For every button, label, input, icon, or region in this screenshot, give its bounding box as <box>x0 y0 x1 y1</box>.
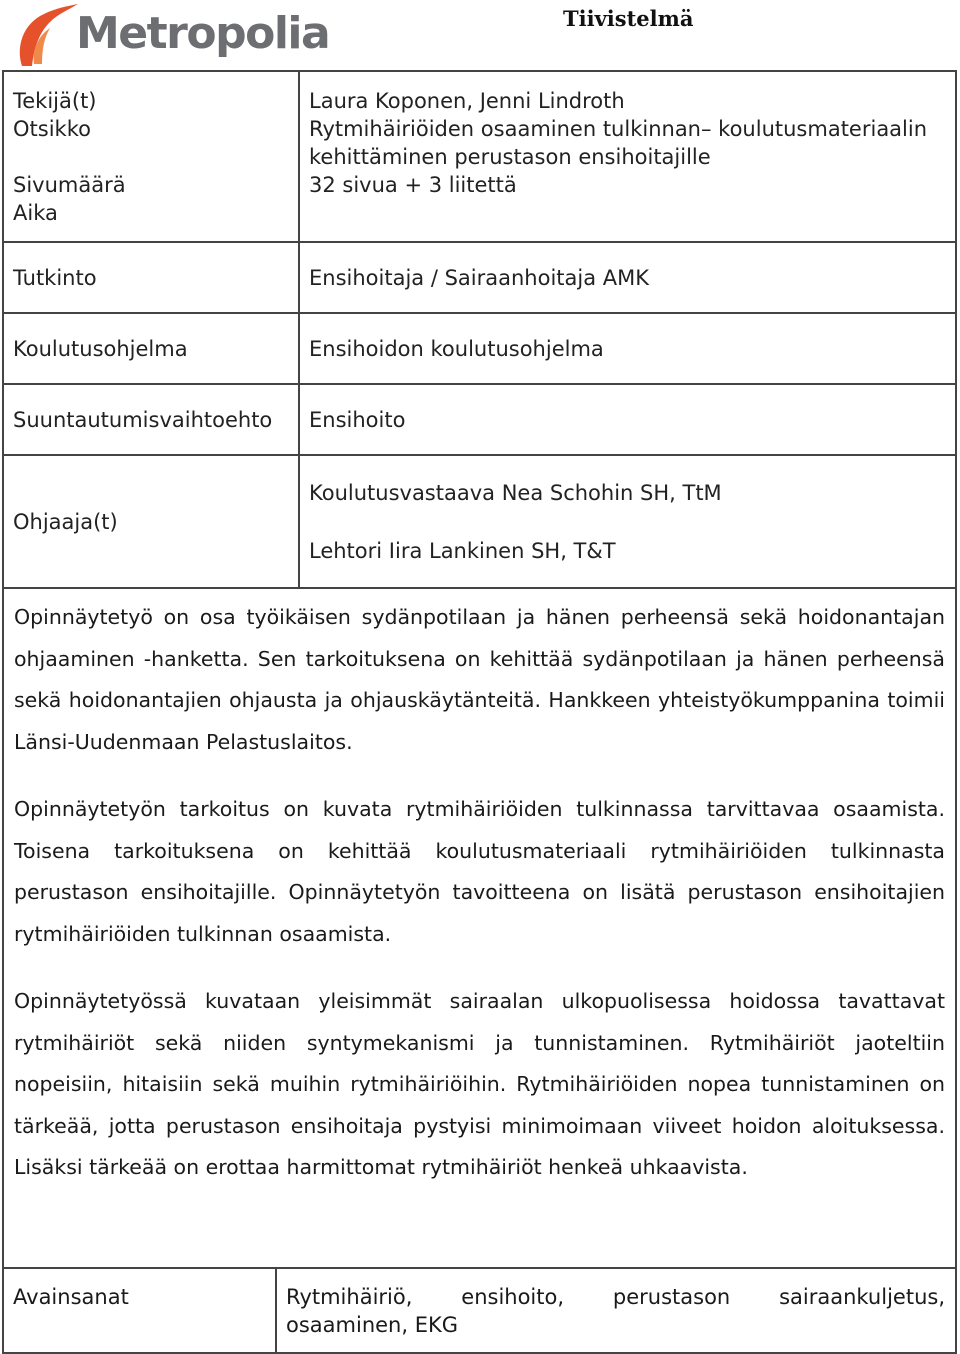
abstract-form <box>2 70 957 1354</box>
label-page-count: Sivumäärä <box>13 172 126 197</box>
value-page-count: 32 sivua + 3 liitettä <box>309 172 517 197</box>
metadata-row-programme <box>4 313 955 384</box>
value-title-line2: kehittäminen perustason ensihoitajille <box>309 144 711 169</box>
metadata-row-degree <box>4 242 955 313</box>
abstract-paragraph-3: Opinnäytetyössä kuvataan yleisimmät sairaalan ulkopuolisessa hoidossa tavattavat rytmihäiriöt sekä niiden syntymekanismi ja tunnistaminen. Rytmihäiriöt jaoteltiin nopeisiin, hitaisiin sekä muihin rytmihäiriöihin. Rytmihäiriöiden nopea tunnistaminen on tärkeää, jotta perustason ensihoitaja pystyisi minimoimaan viiveet hoidon aloituksessa. Lisäksi tärkeää on erottaa harmittomat rytmihäiriöt henkeä uhkaavista. <box>14 989 945 1179</box>
keywords-table <box>4 1267 955 1352</box>
label-title: Otsikko <box>13 116 91 141</box>
logo-text: Metropolia <box>76 8 330 59</box>
metadata-table <box>4 72 955 589</box>
document-type-title: Tiivistelmä <box>563 6 694 31</box>
supervisor-1: Koulutusvastaava Nea Schohin SH, TtM <box>309 480 722 505</box>
label-supervisors: Ohjaaja(t) <box>4 455 299 588</box>
value-title-line1: Rytmihäiriöiden osaaminen tulkinnan– koulutusmateriaalin <box>309 116 928 141</box>
page-header <box>0 0 960 70</box>
metadata-row-author-title <box>4 72 955 242</box>
abstract-paragraph-2: Opinnäytetyön tarkoitus on kuvata rytmihäiriöiden tulkinnassa tarvittavaa osaamista. Toisena tarkoituksena on kehittää koulutusmateriaali rytmihäiriöiden tulkinnasta perustason ensihoitajille. Opinnäytetyön tavoitteena on lisätä perustason ensihoitajien rytmihäiriöiden tulkinnan osaamista. <box>14 797 945 946</box>
label-date: Aika <box>13 200 58 225</box>
value-author: Laura Koponen, Jenni Lindroth <box>309 88 625 113</box>
metadata-row-specialisation <box>4 384 955 455</box>
metadata-labels <box>4 72 299 242</box>
value-degree: Ensihoitaja / Sairaanhoitaja AMK <box>299 242 955 313</box>
metadata-values <box>299 72 955 242</box>
label-degree: Tutkinto <box>4 242 299 313</box>
label-author: Tekijä(t) <box>13 88 97 113</box>
abstract-paragraph-1: Opinnäytetyö on osa työikäisen sydänpotilaan ja hänen perheensä sekä hoidonantajan ohjaaminen -hanketta. Sen tarkoituksena on kehittää sydänpotilaan ja hänen perheensä sekä hoidonantajien ohjausta ja ohjauskäytänteitä. Hankkeen yhteistyökumppanina toimii Länsi-Uudenmaan Pelastuslaitos. <box>14 605 945 754</box>
value-supervisors <box>299 455 955 588</box>
keywords-row <box>4 1268 955 1352</box>
abstract-body <box>4 589 955 1267</box>
value-specialisation: Ensihoito <box>299 384 955 455</box>
keywords-label: Avainsanat <box>4 1268 276 1352</box>
supervisor-2: Lehtori Iira Lankinen SH, T&T <box>309 538 616 563</box>
keywords-value: Rytmihäiriö, ensihoito, perustason sairaankuljetus, osaaminen, EKG <box>276 1268 955 1352</box>
metadata-row-supervisors <box>4 455 955 588</box>
metropolia-flame-icon <box>14 2 84 68</box>
label-programme: Koulutusohjelma <box>4 313 299 384</box>
value-programme: Ensihoidon koulutusohjelma <box>299 313 955 384</box>
metropolia-logo <box>14 2 330 68</box>
label-specialisation: Suuntautumisvaihtoehto <box>4 384 299 455</box>
